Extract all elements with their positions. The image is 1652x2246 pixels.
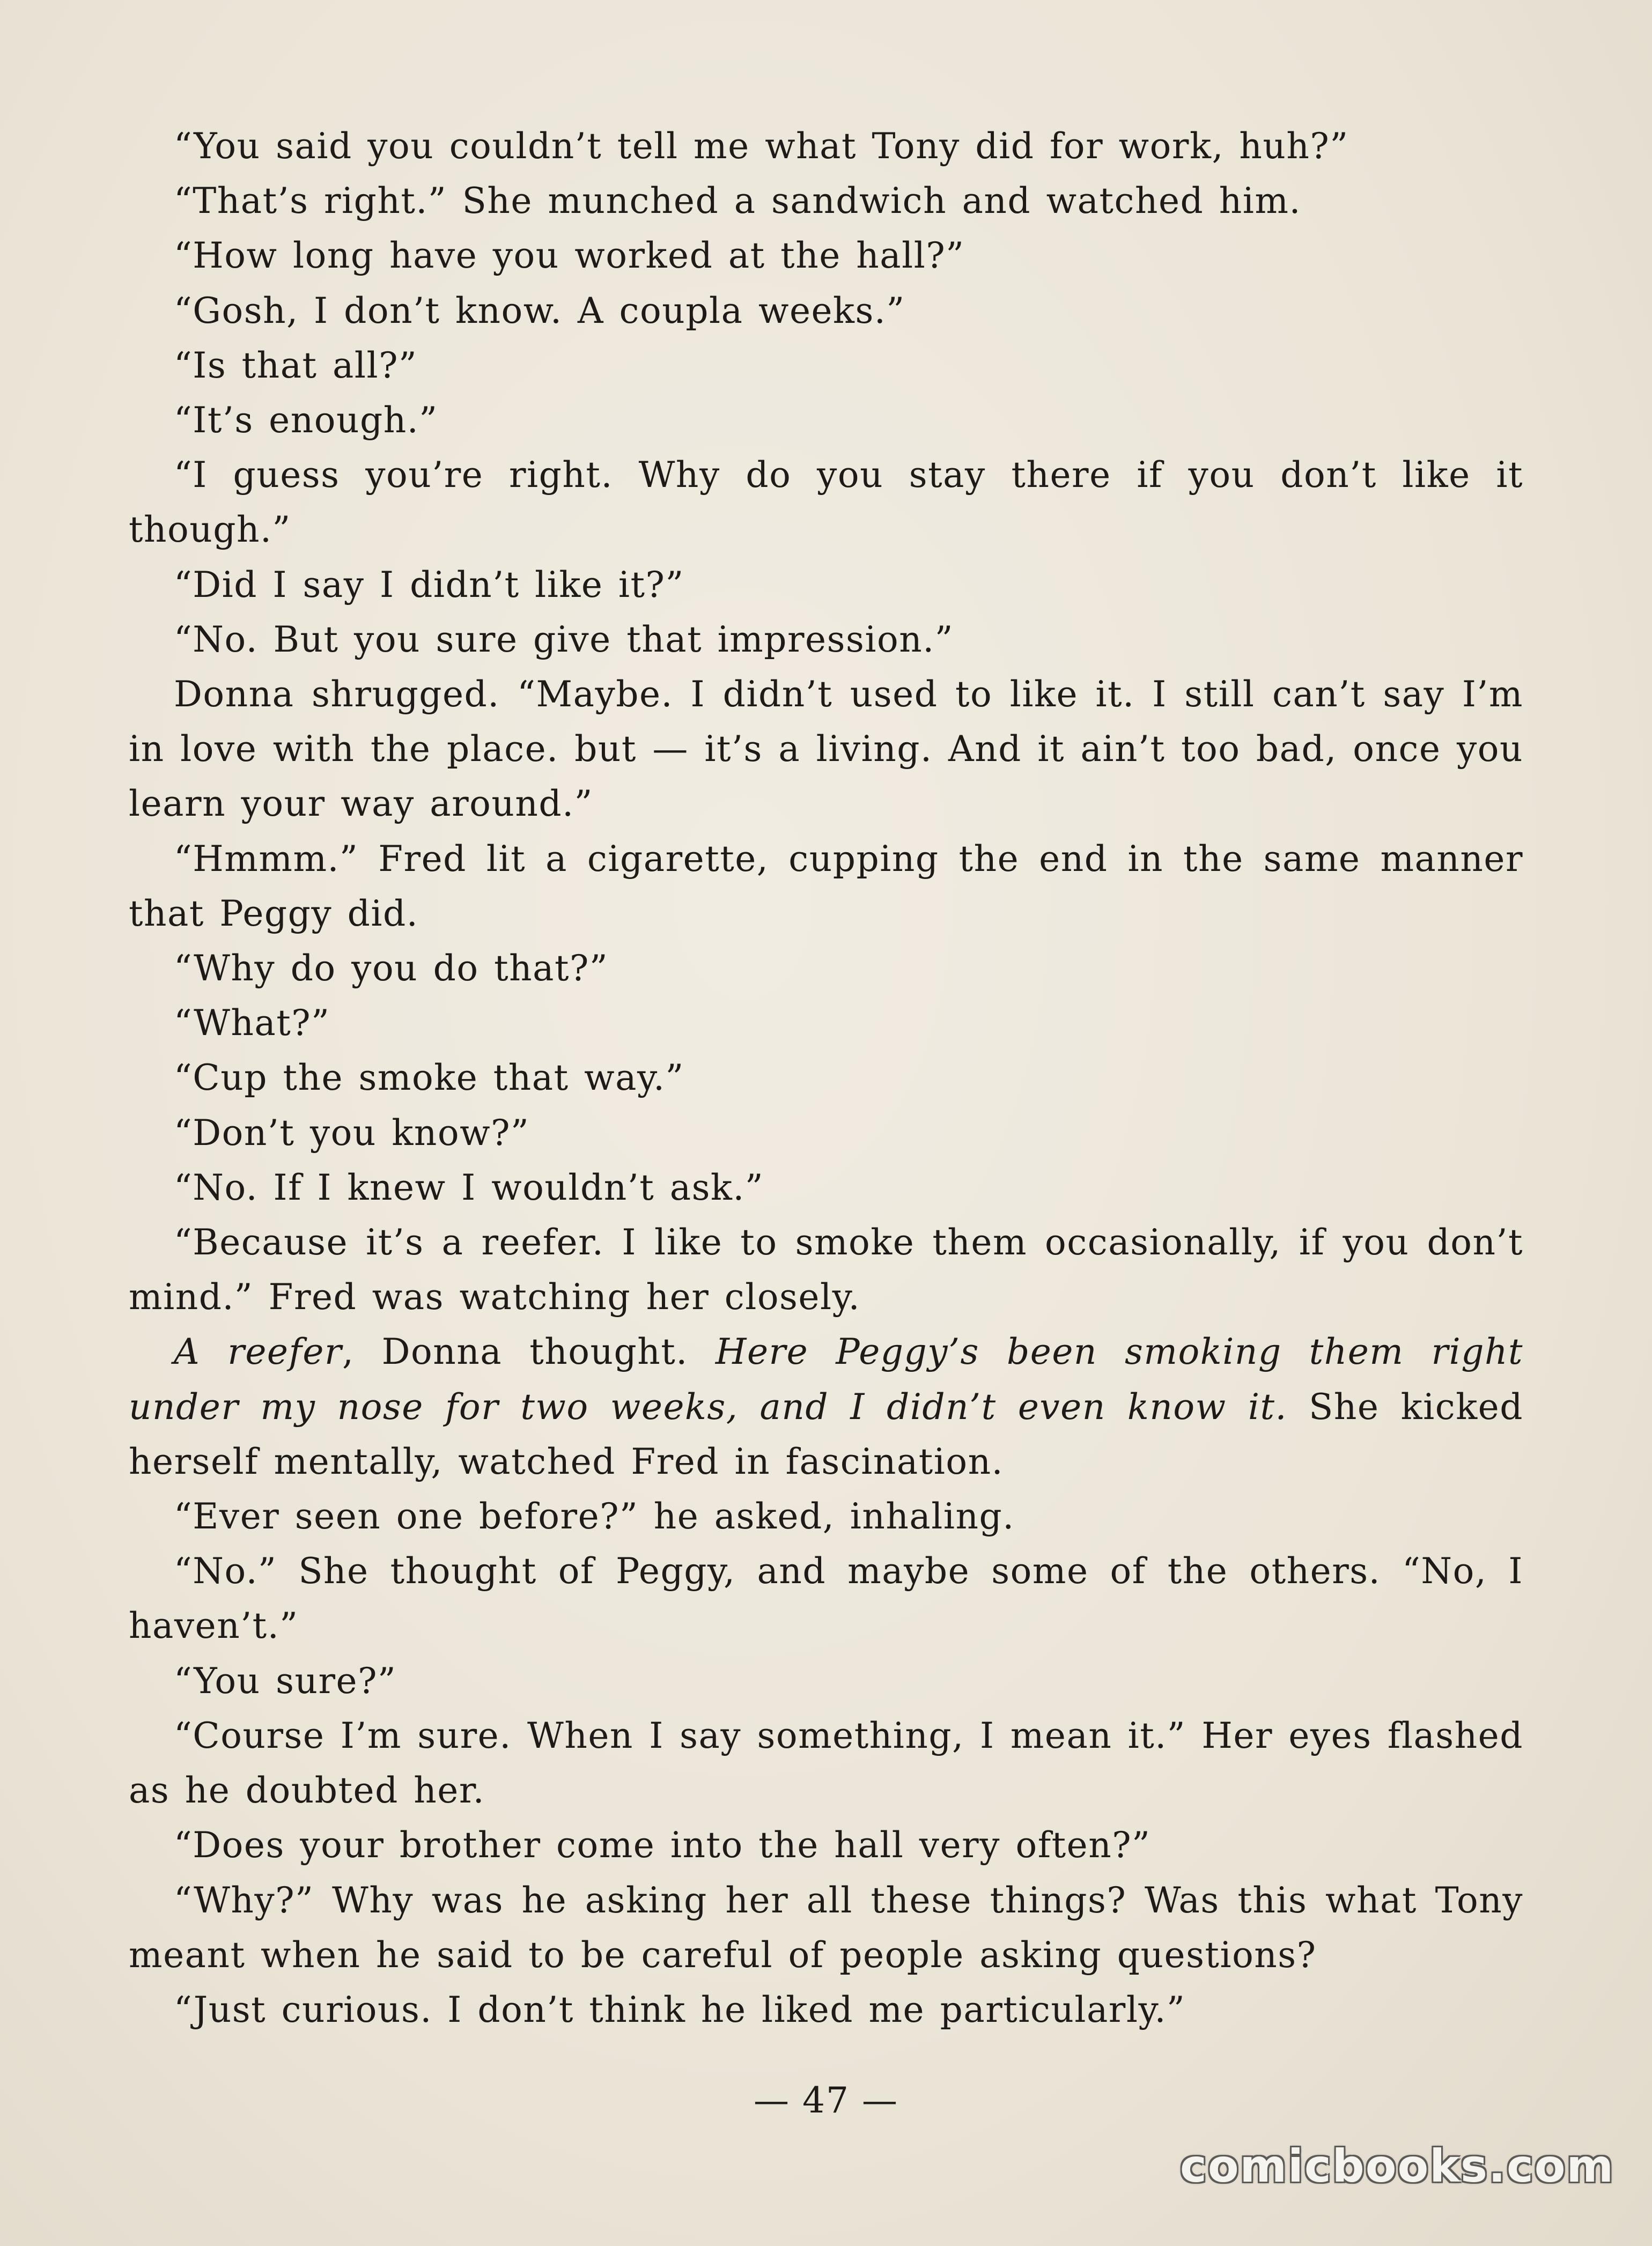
paragraph: “Hmmm.” Fred lit a cigarette, cupping the end in the same manner that Peggy did.: [129, 838, 1523, 934]
roman-phrase: , Donna thought.: [342, 1331, 716, 1373]
paragraph: “You sure?”: [174, 1660, 397, 1702]
paragraph: “Why?” Why was he asking her all these things? Was this what Tony meant when he said to be careful of people asking questions?: [129, 1879, 1523, 1976]
paragraph: “What?”: [174, 1002, 330, 1044]
paragraph: “Does your brother come into the hall very often?”: [174, 1824, 1151, 1866]
paragraph: “It’s enough.”: [174, 400, 438, 441]
paragraph: “No. If I knew I wouldn’t ask.”: [174, 1166, 764, 1208]
paragraph: “No. But you sure give that impression.”: [174, 618, 954, 660]
roman-phrase: She kicked herself mentally, watched Fred in fascination.: [129, 1386, 1523, 1482]
paragraph: “That’s right.” She munched a sandwich and watched him.: [174, 180, 1301, 222]
paragraph: “Just curious. I don’t think he liked me particularly.”: [174, 1989, 1186, 2030]
paragraph: “I guess you’re right. Why do you stay there if you don’t like it though.”: [129, 454, 1523, 551]
paragraph: “No.” She thought of Peggy, and maybe some of the others. “No, I haven’t.”: [129, 1550, 1523, 1647]
paragraph: “You said you couldn’t tell me what Tony did for work, huh?”: [174, 125, 1349, 167]
paragraph: Donna shrugged. “Maybe. I didn’t used to like it. I still can’t say I’m in love with the place. but — it’s a living. And it ain’t too bad, once you learn your way around.”: [129, 674, 1523, 825]
paragraph: “Gosh, I don’t know. A coupla weeks.”: [174, 290, 905, 331]
paragraph: “Why do you do that?”: [174, 948, 609, 989]
page-number: — 47 —: [754, 2080, 898, 2121]
body-text: [129, 119, 1523, 2037]
paragraph: “How long have you worked at the hall?”: [174, 235, 965, 277]
italic-phrase: A reefer: [174, 1331, 342, 1373]
paragraph: “Because it’s a reefer. I like to smoke them occasionally, if you don’t mind.” Fred was watching her closely.: [129, 1222, 1523, 1318]
paragraph-italic-thought: [129, 1325, 1523, 1489]
paragraph: “Don’t you know?”: [174, 1112, 530, 1154]
paragraph: “Did I say I didn’t like it?”: [174, 564, 684, 605]
paragraph: “Ever seen one before?” he asked, inhaling.: [174, 1496, 1015, 1538]
italic-phrase: Here Peggy’s been smoking them right under my nose for two weeks, and I didn’t even know it.: [129, 1331, 1523, 1428]
paragraph: “Course I’m sure. When I say something, I mean it.” Her eyes flashed as he doubted her.: [129, 1715, 1523, 1812]
paragraph: “Is that all?”: [174, 344, 418, 386]
paragraph: “Cup the smoke that way.”: [174, 1057, 684, 1099]
watermark: comicbooks.com: [1180, 2140, 1614, 2192]
